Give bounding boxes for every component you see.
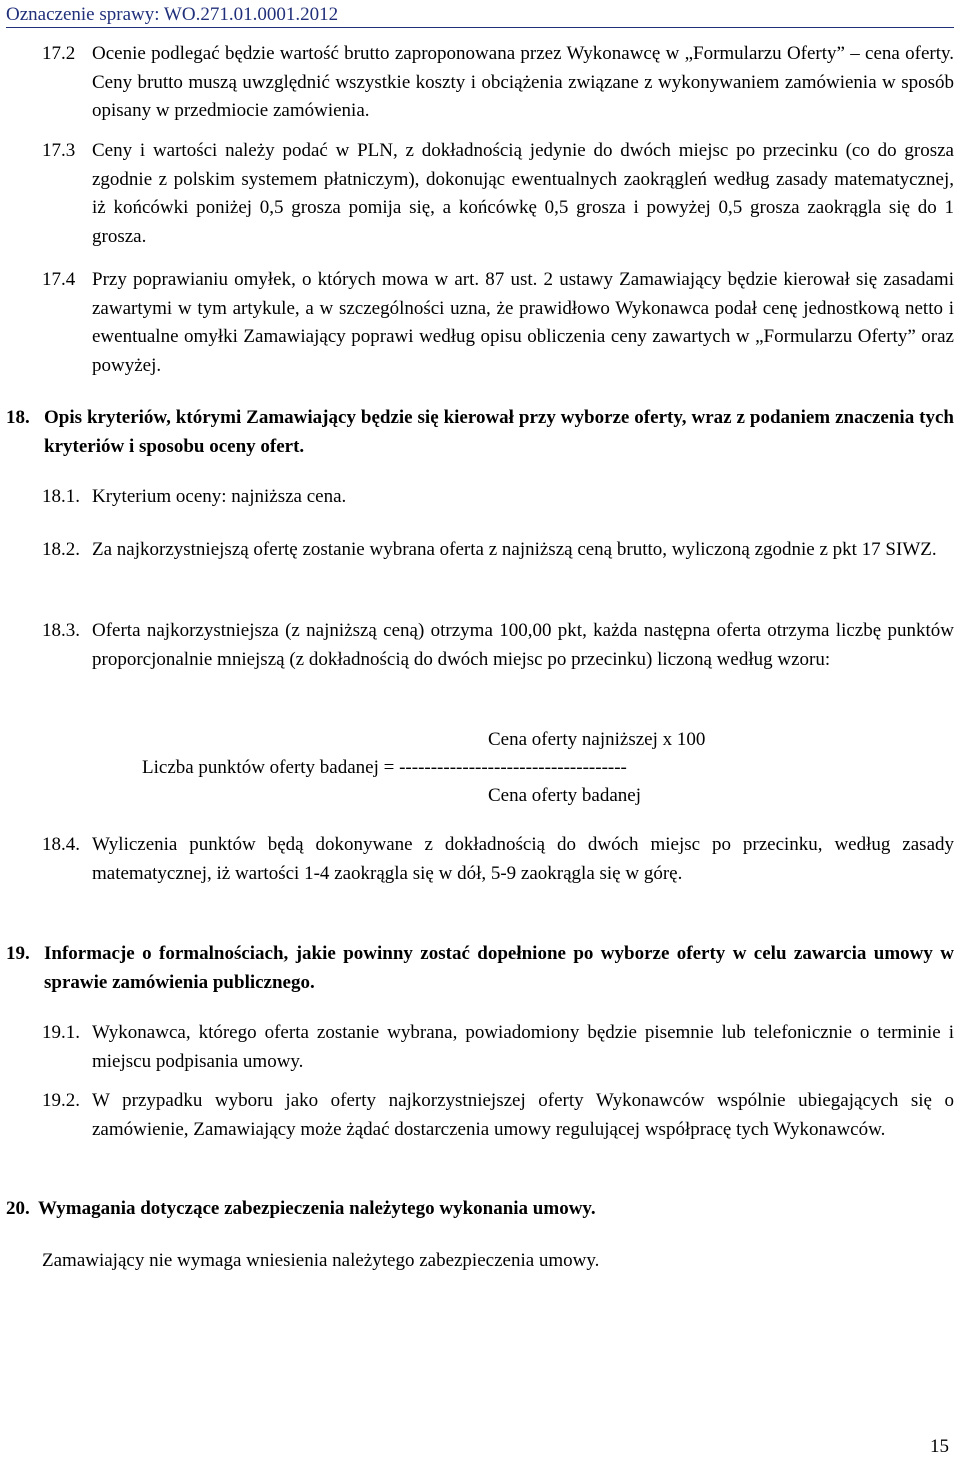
section-number: 19.	[6, 943, 30, 964]
section-17-2	[42, 40, 954, 126]
section-18-2	[42, 536, 954, 565]
header-divider	[6, 27, 954, 28]
section-number: 20.	[6, 1198, 30, 1219]
section-text: Ceny i wartości należy podać w PLN, z dokładnością jedynie do dwóch miejsc po przecinku (co do grosza zgodnie z polskim systemem płatniczym), dokonując ewentualnych zaokrągleń według zasady matematycznej, iż końcówki poniżej 0,5 grosza pomija się, a końcówkę 0,5 grosza i powyżej 0,5 grosza zaokrągla się do 1 grosza.	[92, 140, 954, 248]
section-heading-text: Wymagania dotyczące zabezpieczenia należytego wykonania umowy.	[38, 1198, 596, 1219]
section-number: 17.3	[42, 140, 76, 161]
section-text: Kryterium oceny: najniższa cena.	[92, 486, 347, 507]
section-19-1	[42, 1019, 954, 1076]
section-20-body: Zamawiający nie wymaga wniesienia należytego zabezpieczenia umowy.	[42, 1250, 600, 1271]
section-number: 18.	[6, 407, 30, 428]
section-text: Przy poprawianiu omyłek, o których mowa w art. 87 ust. 2 ustawy Zamawiający będzie kierował się zasadami zawartymi w tym artykule, a w szczególności uzna, że prawidłowo Wykonawca podał cenę jednostkową netto i ewentualne omyłki Zamawiający poprawi według opisu obliczenia ceny zawartych w „Formularzu Oferty” oraz powyżej.	[92, 269, 954, 377]
section-text: Wykonawca, którego oferta zostanie wybrana, powiadomiony będzie pisemnie lub telefonicznie o terminie i miejscu podpisania umowy.	[92, 1022, 954, 1072]
section-18-1	[42, 483, 954, 512]
section-text: W przypadku wyboru jako oferty najkorzystniejszej oferty Wykonawców wspólnie ubiegających się o zamówienie, Zamawiający może żądać dostarczenia umowy regulującej współpracę tych Wykonawców.	[92, 1090, 954, 1140]
section-number: 17.4	[42, 269, 76, 290]
section-18-heading	[6, 404, 954, 461]
section-18-4	[42, 831, 954, 888]
section-number: 18.3.	[42, 620, 80, 641]
page-number: 15	[930, 1436, 949, 1457]
section-heading-text: Informacje o formalnościach, jakie powinny zostać dopełnione po wyborze oferty w celu zawarcia umowy w sprawie zamówienia publicznego.	[44, 943, 954, 993]
section-19-2	[42, 1087, 954, 1144]
document-header: Oznaczenie sprawy: WO.271.01.0001.2012	[6, 4, 339, 25]
section-number: 19.2.	[42, 1090, 80, 1111]
formula-equation: Liczba punktów oferty badanej = ------------------------------------	[142, 757, 627, 778]
section-17-3	[42, 137, 954, 252]
formula-numerator: Cena oferty najniższej x 100	[488, 729, 706, 750]
section-number: 19.1.	[42, 1022, 80, 1043]
section-number: 17.2	[42, 43, 76, 64]
section-19-heading	[6, 940, 954, 997]
section-text: Ocenie podlegać będzie wartość brutto zaproponowana przez Wykonawcę w „Formularzu Oferty” – cena oferty. Ceny brutto muszą uwzględnić wszystkie koszty i obciążenia związane z wykonywaniem zamówienia w sposób opisany w przedmiocie zamówienia.	[92, 43, 954, 122]
section-number: 18.2.	[42, 539, 80, 560]
section-17-4	[42, 266, 954, 381]
section-heading-text: Opis kryteriów, którymi Zamawiający będzie się kierował przy wyborze oferty, wraz z podaniem znaczenia tych kryteriów i sposobu oceny ofert.	[44, 407, 954, 457]
section-text: Oferta najkorzystniejsza (z najniższą ceną) otrzyma 100,00 pkt, każda następna oferta otrzyma liczbę punktów proporcjonalnie mniejszą (z dokładnością do dwóch miejsc po przecinku) liczoną według wzoru:	[92, 620, 954, 670]
section-text: Za najkorzystniejszą ofertę zostanie wybrana oferta z najniższą ceną brutto, wyliczoną zgodnie z pkt 17 SIWZ.	[92, 539, 937, 560]
formula-denominator: Cena oferty badanej	[488, 785, 641, 806]
section-number: 18.1.	[42, 486, 80, 507]
section-20-heading	[6, 1195, 954, 1224]
section-18-3	[42, 617, 954, 674]
section-text: Wyliczenia punktów będą dokonywane z dokładnością do dwóch miejsc po przecinku, według zasady matematycznej, iż wartości 1-4 zaokrągla się w dół, 5-9 zaokrągla się w górę.	[92, 834, 954, 884]
section-number: 18.4.	[42, 834, 80, 855]
